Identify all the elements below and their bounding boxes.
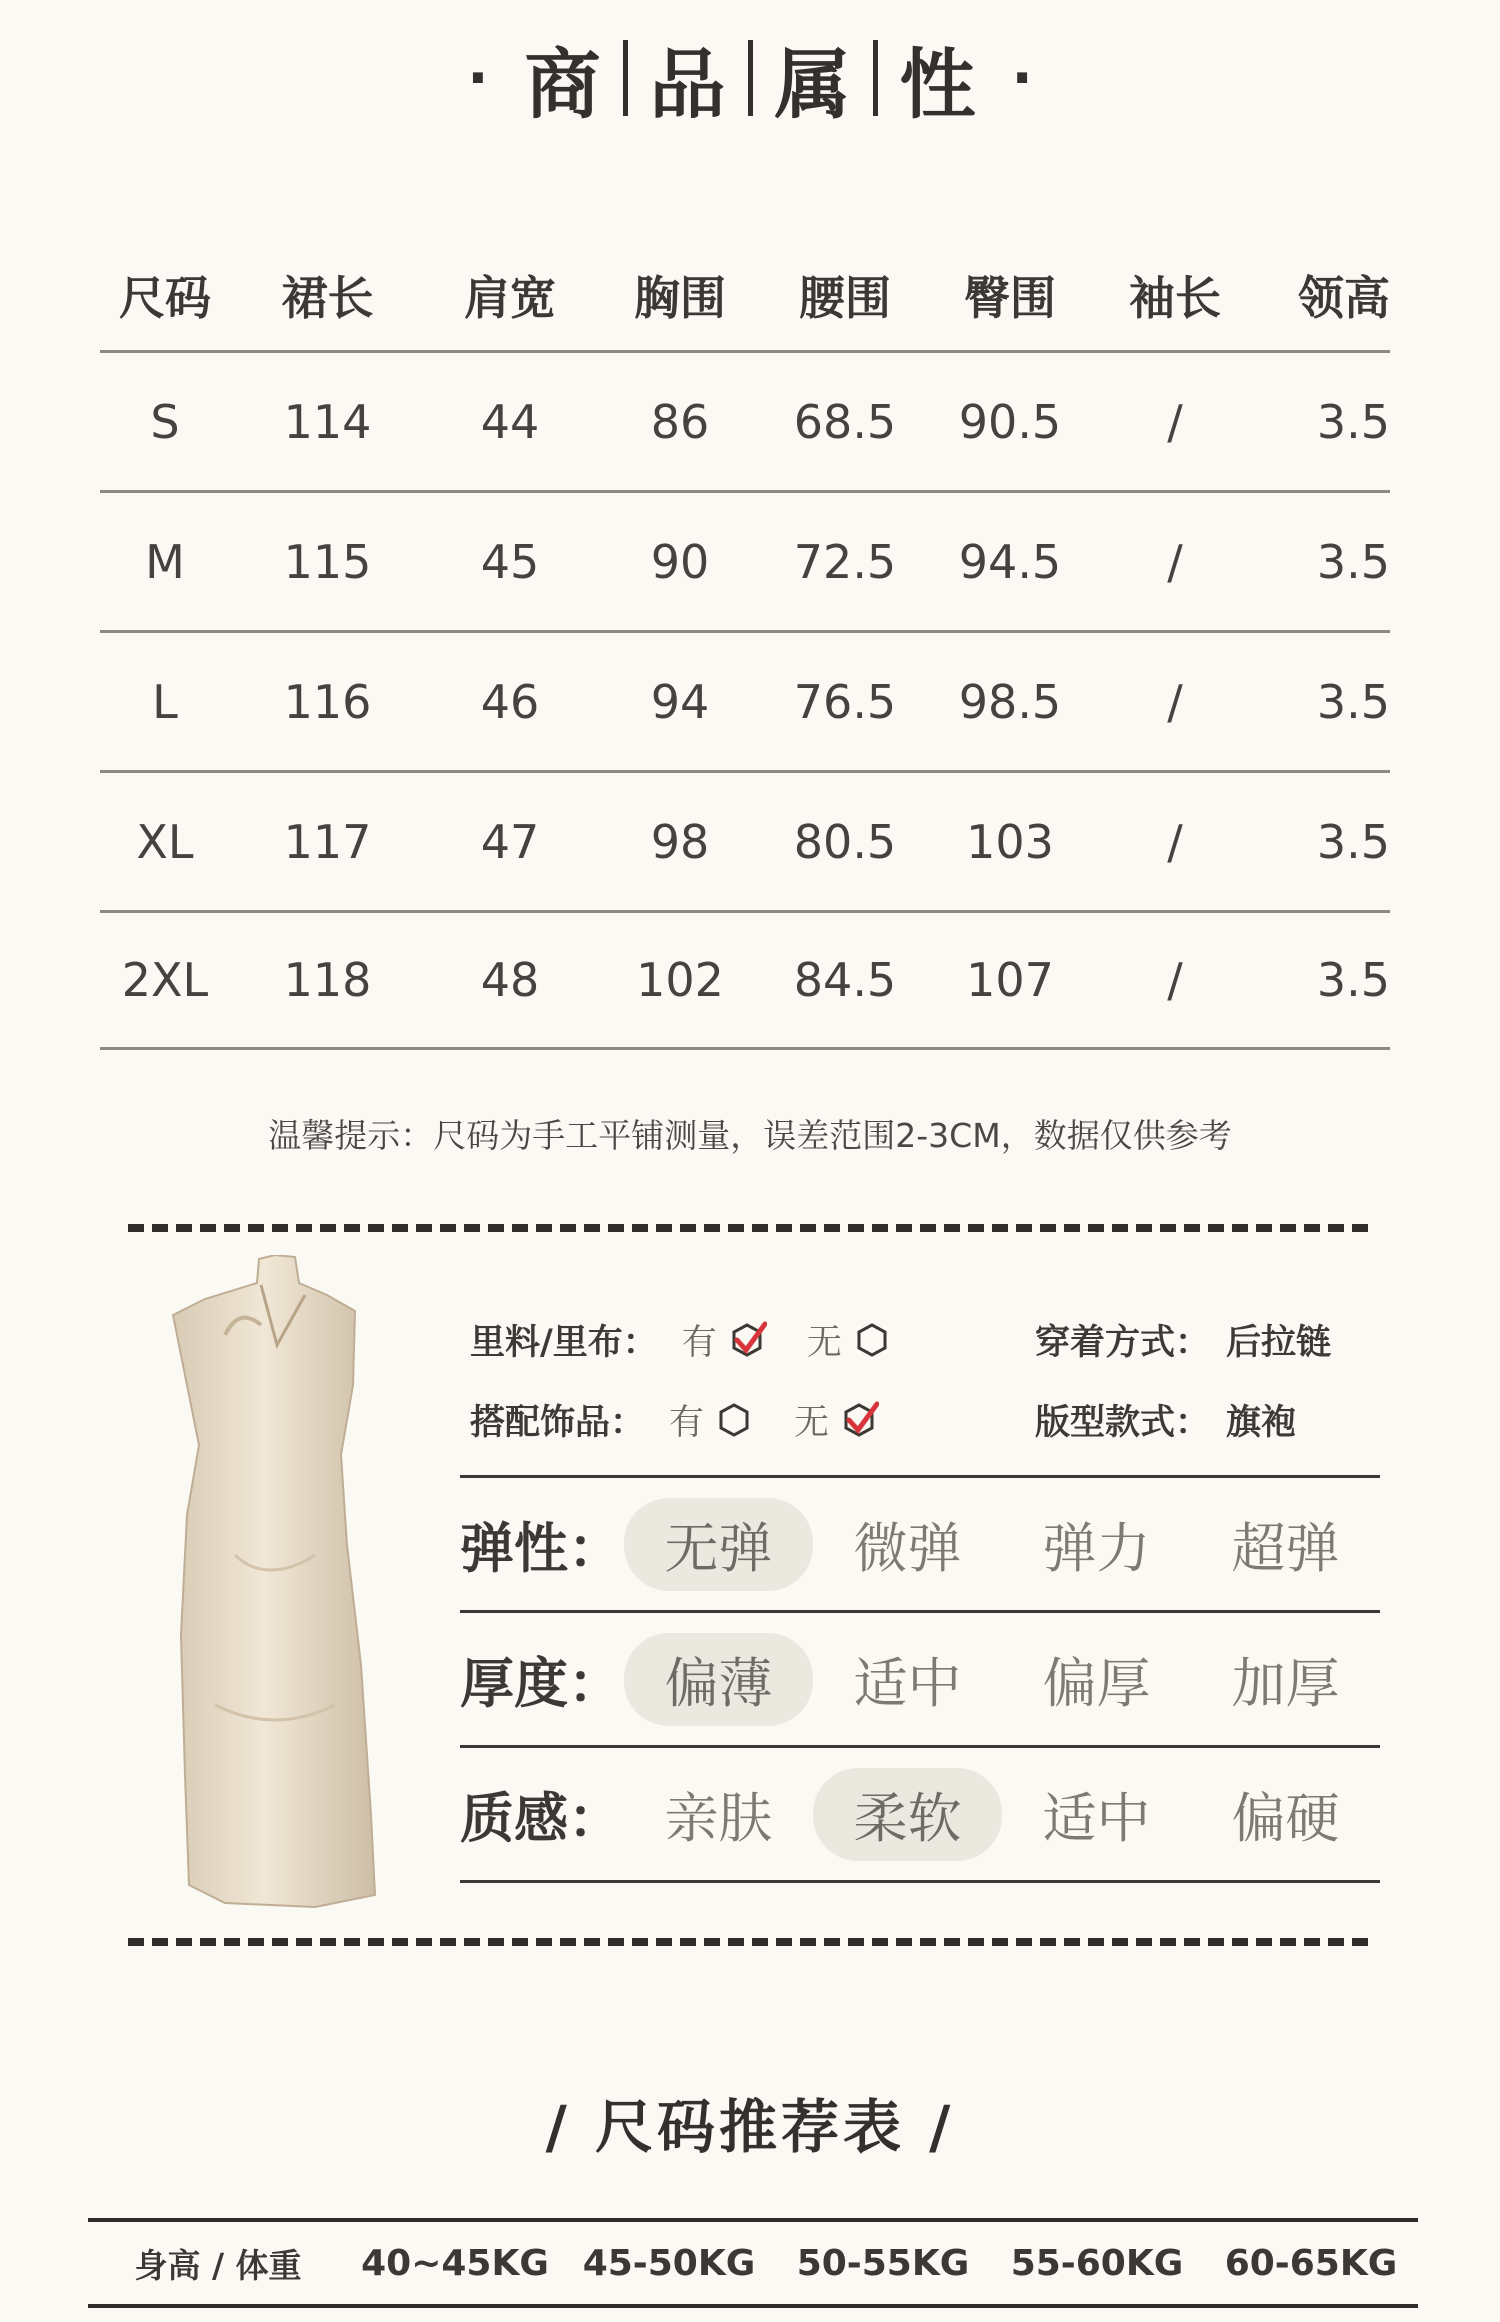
weight-cell: 55-60KG [1010,2242,1184,2284]
accessory-yes-option: 有 [669,1403,705,1443]
table-cell: 76.5 [793,674,897,729]
table-cell: / [1167,814,1183,869]
thickness-label: 厚度： [460,1651,622,1715]
header-cell: 尺码 [119,271,211,325]
table-cell: 3.5 [1316,674,1390,729]
title-char: 性 [899,39,976,129]
header-cell: 胸围 [634,271,726,325]
table-cell: 86 [650,394,710,449]
title-char: 属 [774,39,851,129]
table-cell: 116 [283,674,372,729]
size-table-header [100,240,1390,350]
texture-option: 亲肤 [664,1786,773,1850]
table-cell: S [150,394,180,449]
table-cell: 72.5 [793,534,897,589]
header-cell: 臀围 [964,271,1056,325]
table-cell: 3.5 [1316,953,1390,1007]
table-cell: 103 [966,814,1054,869]
texture-option-selected: 柔软 [813,1768,1002,1861]
table-cell: 48 [480,953,540,1007]
texture-option: 偏硬 [1231,1786,1340,1850]
style-attribute [1035,1390,1296,1450]
table-cell: M [145,534,185,589]
table-cell: XL [136,814,194,869]
texture-label: 质感： [460,1786,622,1850]
table-cell: 118 [283,953,372,1007]
header-cell: 领高 [1298,271,1390,325]
table-cell: 46 [480,674,540,729]
lining-no-option: 无 [806,1323,842,1363]
title-dot-right: · [1011,45,1033,111]
table-cell: 80.5 [793,814,897,869]
table-cell: 45 [480,534,540,589]
table-cell: 47 [480,814,540,869]
title-dot-left: · [467,45,489,111]
lining-label: 里料/里布： [470,1323,658,1363]
unchecked-icon [852,1320,892,1360]
thickness-option: 适中 [853,1651,962,1715]
table-cell: / [1167,953,1183,1007]
wearing-value: 后拉链 [1226,1323,1332,1363]
recommend-header: 身高 / 体重 [134,2245,302,2285]
table-cell: 2XL [121,953,209,1007]
wearing-label: 穿着方式： [1035,1323,1211,1363]
table-cell: 115 [283,534,372,589]
header-cell: 袖长 [1129,271,1221,325]
table-cell: 107 [966,953,1054,1007]
table-cell: 102 [636,953,724,1007]
table-cell: 84.5 [793,953,897,1007]
header-cell: 肩宽 [464,271,556,325]
texture-option: 适中 [1042,1786,1151,1850]
table-row [100,490,1390,630]
table-cell: 3.5 [1316,394,1390,449]
style-label: 版型款式： [1035,1403,1211,1443]
checked-icon [839,1400,879,1440]
weight-cell: 40~45KG [361,2242,549,2284]
measurement-tip: 温馨提示：尺码为手工平铺测量，误差范围2-3CM，数据仅供参考 [268,1116,1232,1155]
table-cell: 90.5 [958,394,1062,449]
table-cell: 117 [283,814,372,869]
table-cell: / [1167,674,1183,729]
dashed-divider-bottom [128,1938,1368,1946]
table-cell: 3.5 [1316,534,1390,589]
texture-row [460,1748,1380,1883]
page-title [0,28,1500,128]
table-cell: 44 [480,394,540,449]
elasticity-option: 微弹 [853,1516,962,1580]
weight-cell: 50-55KG [796,2242,970,2284]
table-cell: / [1167,394,1183,449]
thickness-option-selected: 偏薄 [624,1633,813,1726]
weight-cell: 45-50KG [582,2242,756,2284]
table-cell: L [152,674,178,729]
style-value: 旗袍 [1226,1403,1297,1443]
thickness-option: 加厚 [1231,1651,1340,1715]
weight-cell: 60-65KG [1224,2242,1398,2284]
accessory-no-option: 无 [794,1403,830,1443]
table-cell: / [1167,534,1183,589]
table-row [100,630,1390,770]
table-cell: 90 [650,534,710,589]
dress-image [165,1255,395,1915]
checked-icon [727,1320,767,1360]
table-cell: 98.5 [958,674,1062,729]
table-cell: 114 [283,394,372,449]
lining-attribute [470,1310,892,1370]
header-cell: 腰围 [799,271,891,325]
table-cell: 68.5 [793,394,897,449]
lining-yes-option: 有 [681,1323,717,1363]
table-row [100,910,1390,1050]
recommend-table [88,2218,1418,2308]
header-cell: 裙长 [281,271,374,325]
table-cell: 94.5 [958,534,1062,589]
table-row [100,770,1390,910]
recommend-title: / 尺码推荐表 / [545,2093,955,2161]
table-cell: 3.5 [1316,814,1390,869]
unchecked-icon [714,1400,754,1440]
dashed-divider-top [128,1224,1368,1232]
wearing-attribute [1035,1310,1331,1370]
accessory-label: 搭配饰品： [470,1403,646,1443]
size-table [100,240,1390,1050]
elasticity-option: 超弹 [1231,1516,1340,1580]
title-char: 品 [649,39,726,129]
table-cell: 98 [650,814,710,869]
elasticity-option-selected: 无弹 [624,1498,813,1591]
accessory-attribute [470,1390,879,1450]
table-cell: 94 [650,674,710,729]
thickness-row [460,1613,1380,1748]
title-char: 商 [524,39,601,129]
elasticity-row [460,1478,1380,1613]
elasticity-label: 弹性： [460,1516,622,1580]
thickness-option: 偏厚 [1042,1651,1151,1715]
table-row [100,350,1390,490]
elasticity-option: 弹力 [1042,1516,1151,1580]
